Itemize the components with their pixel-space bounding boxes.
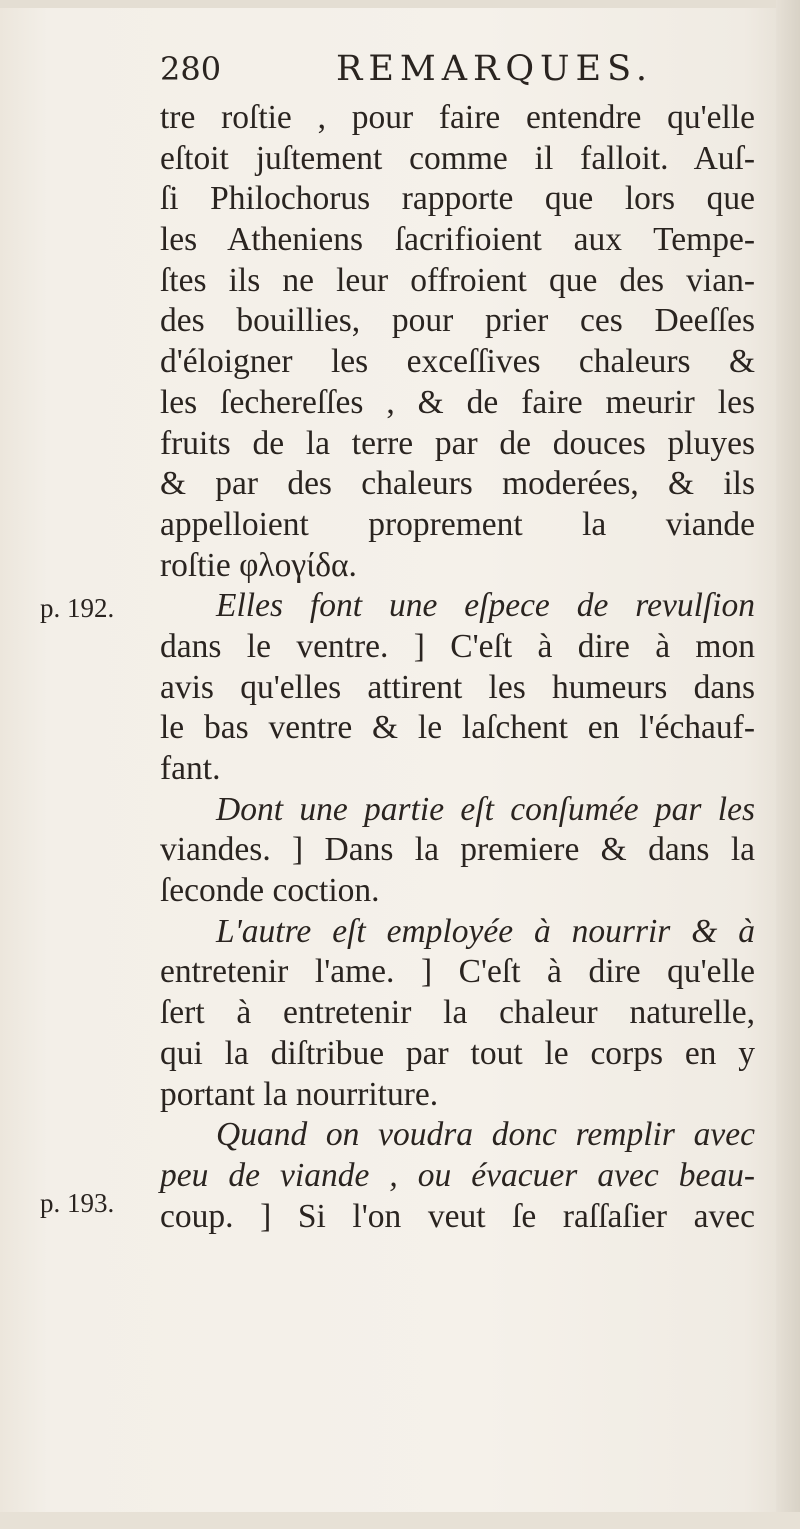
text-line-lemma: Quand on voudra donc remplir avec bbox=[216, 1116, 755, 1154]
text-line: avis qu'elles attirent les humeurs dans bbox=[160, 668, 755, 706]
text-line: ſeconde coction. bbox=[160, 872, 380, 910]
text-line: dans le ventre. ] C'eſt à dire à mon bbox=[160, 627, 755, 665]
text-line: des bouillies, pour prier ces Deeſſes bbox=[160, 302, 755, 340]
text-line: qui la diſtribue par tout le corps en y bbox=[160, 1034, 755, 1072]
page-right-edge bbox=[776, 0, 800, 1529]
text-line: d'éloigner les exceſſives chaleurs & bbox=[160, 343, 755, 381]
text-line: eſtoit juſtement comme il falloit. Auſ- bbox=[160, 139, 755, 177]
text-line: fant. bbox=[160, 750, 221, 787]
text-line: appelloient proprement la viande bbox=[160, 505, 755, 543]
page-top-edge bbox=[0, 0, 800, 8]
margin-note-p192: p. 192. bbox=[40, 593, 115, 623]
body-text bbox=[160, 98, 755, 1237]
text-line: peu de viande , ou évacuer avec beau- bbox=[160, 1156, 755, 1194]
text-line: ſi Philochorus rapporte que lors que bbox=[160, 180, 755, 218]
text-line-lemma: Dont une partie eſt conſumée par les bbox=[216, 790, 755, 828]
text-line: le bas ventre & le laſchent en l'échauf- bbox=[160, 709, 755, 747]
text-line: les ſechereſſes , & de faire meurir les bbox=[160, 383, 755, 421]
text-line: roſtie φλογίδα. bbox=[160, 546, 357, 584]
text-line: & par des chaleurs moderées, & ils bbox=[160, 465, 755, 503]
text-line: portant la nourriture. bbox=[160, 1075, 439, 1113]
text-line: coup. ] Si l'on veut ſe raſſaſier avec bbox=[160, 1197, 755, 1235]
text-line: ſert à entretenir la chaleur naturelle, bbox=[160, 994, 755, 1032]
margin-note-p193: p. 193. bbox=[40, 1188, 115, 1218]
page-number: 280 bbox=[160, 50, 222, 88]
page-bottom-edge bbox=[0, 1512, 800, 1529]
text-line-lemma: L'autre eſt employée à nourrir & à bbox=[216, 912, 755, 950]
text-line: fruits de la terre par de douces pluyes bbox=[160, 424, 755, 462]
text-line: entretenir l'ame. ] C'eſt à dire qu'elle bbox=[160, 953, 755, 991]
text-line: viandes. ] Dans la premiere & dans la bbox=[160, 831, 755, 869]
text-line: les Atheniens ſacrifioient aux Tempe- bbox=[160, 221, 755, 259]
text-line: tre roſtie , pour faire entendre qu'elle bbox=[160, 99, 755, 136]
text-line-lemma: Elles font une eſpece de revulſion bbox=[216, 587, 755, 625]
text-line: ſtes ils ne leur offroient que des vian- bbox=[160, 261, 755, 299]
page-header bbox=[160, 46, 760, 92]
running-head: REMARQUES. bbox=[336, 49, 653, 89]
